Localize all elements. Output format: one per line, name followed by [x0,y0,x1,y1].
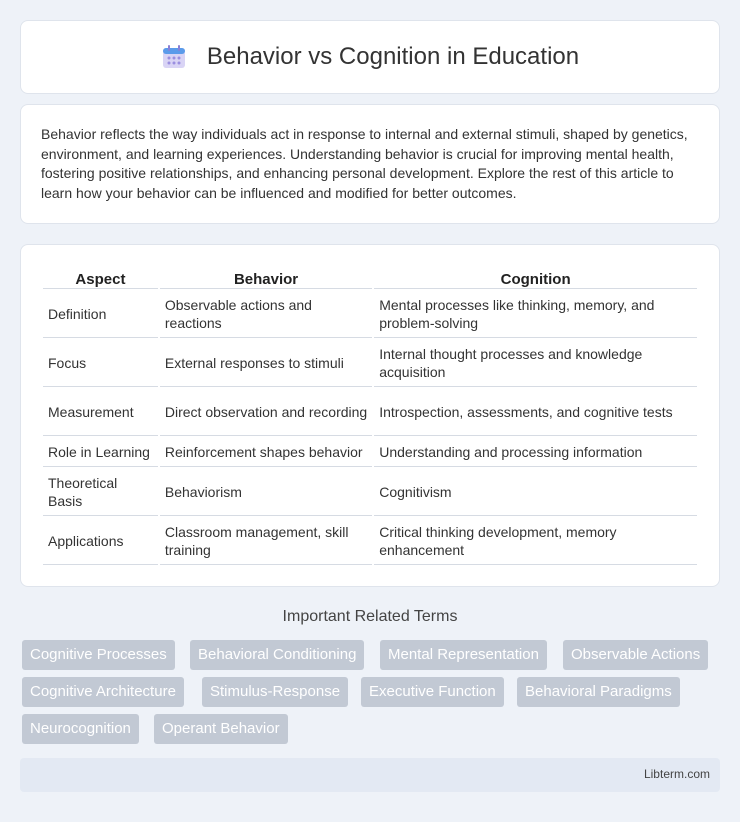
tag-observable-actions[interactable]: Observable Actions [563,640,708,670]
table-cell: Direct observation and recording [160,389,372,436]
table-row [43,340,697,387]
tag-stimulus-response[interactable]: Stimulus-Response [202,677,348,707]
table-cell: Behaviorism [160,469,372,516]
tag-operant-behavior[interactable]: Operant Behavior [154,714,288,744]
table-cell: Mental processes like thinking, memory, and problem-solving [374,291,697,338]
footer-brand[interactable]: Libterm.com [643,767,710,781]
table-cell: Focus [43,340,158,387]
tag-behavioral-conditioning[interactable]: Behavioral Conditioning [190,640,364,670]
table-cell: External responses to stimuli [160,340,372,387]
table-cell: Understanding and processing information [374,438,697,467]
calendar-icon [161,44,187,70]
table-row [43,389,697,436]
footer [20,758,720,792]
tag-cognitive-processes[interactable]: Cognitive Processes [22,640,175,670]
table-cell: Reinforcement shapes behavior [160,438,372,467]
page-title: Behavior vs Cognition in Education [206,43,580,70]
comparison-table [41,265,699,567]
table-cell: Critical thinking development, memory enhancement [374,518,697,565]
tag-mental-representation[interactable]: Mental Representation [380,640,547,670]
table-row [43,469,697,516]
table-cell: Classroom management, skill training [160,518,372,565]
table-row [43,291,697,338]
tag-behavioral-paradigms[interactable]: Behavioral Paradigms [517,677,680,707]
table-row [43,518,697,565]
tag-neurocognition[interactable]: Neurocognition [22,714,139,744]
table-cell: Definition [43,291,158,338]
table-cell: Introspection, assessments, and cognitive tests [374,389,697,436]
tag-cognitive-architecture[interactable]: Cognitive Architecture [22,677,184,707]
table-cell: Internal thought processes and knowledge acquisition [374,340,697,387]
table-cell: Measurement [43,389,158,436]
table-cell: Cognitivism [374,469,697,516]
column-header-behavior: Behavior [160,267,372,289]
tag-executive-function[interactable]: Executive Function [361,677,504,707]
table-header-row [43,267,697,289]
table-cell: Role in Learning [43,438,158,467]
table-cell: Applications [43,518,158,565]
comparison-table-card [20,244,720,587]
header-card [20,20,720,94]
intro-text: Behavior reflects the way individuals act in response to internal and external stimuli, shaped by genetics, environment, and learning experiences. Understanding behavior is crucial for improving mental health, fostering positive relationships, and enhancing personal development. Explore the rest of this article to learn how your behavior can be influenced and modified for better outcomes. [41,126,688,201]
table-cell: Observable actions and reactions [160,291,372,338]
table-row [43,438,697,467]
column-header-cognition: Cognition [374,267,697,289]
related-terms-title: Important Related Terms [282,608,458,625]
column-header-aspect: Aspect [43,267,158,289]
table-cell: Theoretical Basis [43,469,158,516]
intro-card [20,104,720,224]
